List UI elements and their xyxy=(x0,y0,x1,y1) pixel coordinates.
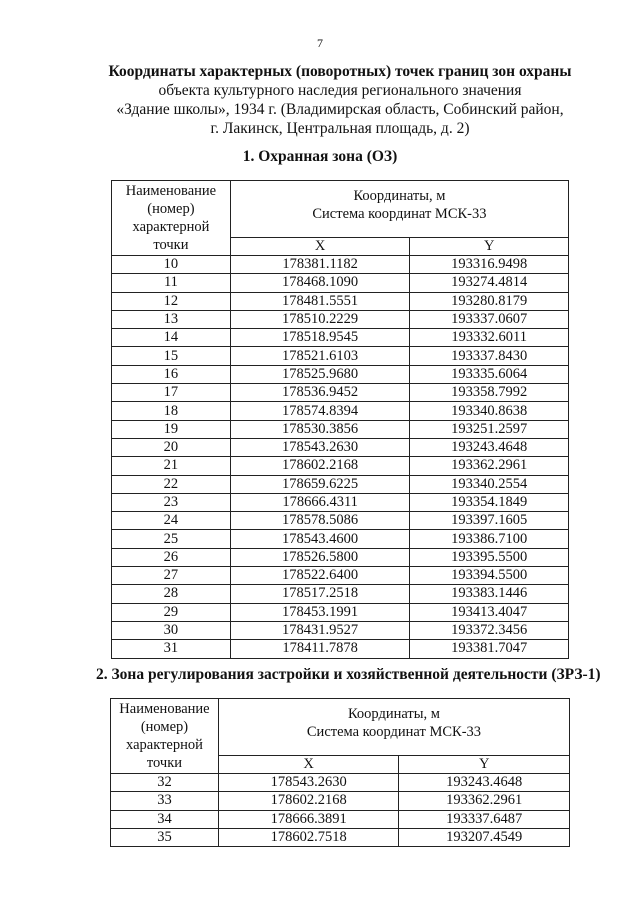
point-number-cell: 20 xyxy=(112,438,231,456)
document-header xyxy=(60,62,620,138)
col-name-line: точки xyxy=(146,755,183,771)
page-number: 7 xyxy=(317,36,323,50)
y-coordinate-cell: 193335.6064 xyxy=(410,365,569,383)
y-coordinate-cell: 193207.4549 xyxy=(399,828,570,846)
header-line-4: г. Лакинск, Центральная площадь, д. 2) xyxy=(210,120,470,137)
point-number-cell: 34 xyxy=(111,810,219,828)
table-row xyxy=(111,810,570,828)
table-row xyxy=(112,347,569,365)
point-number-cell: 10 xyxy=(112,256,231,274)
point-number-cell: 26 xyxy=(112,548,231,566)
x-coordinate-cell: 178518.9545 xyxy=(230,329,410,347)
table-row xyxy=(112,292,569,310)
x-coordinate-cell: 178411.7878 xyxy=(230,640,410,658)
table-row xyxy=(112,640,569,658)
y-coordinate-cell: 193332.6011 xyxy=(410,329,569,347)
table-row xyxy=(112,256,569,274)
point-number-cell: 24 xyxy=(112,512,231,530)
table-row xyxy=(112,512,569,530)
col-coords-line: Координаты, м xyxy=(347,706,440,722)
x-coordinate-cell: 178602.7518 xyxy=(218,828,399,846)
x-coordinate-cell: 178543.4600 xyxy=(230,530,410,548)
document-title: Координаты характерных (поворотных) точек границ зон охраны xyxy=(108,63,572,80)
point-number-cell: 18 xyxy=(112,402,231,420)
table-row xyxy=(112,438,569,456)
y-coordinate-cell: 193372.3456 xyxy=(410,621,569,639)
x-coordinate-cell: 178666.4311 xyxy=(230,493,410,511)
point-number-cell: 33 xyxy=(111,792,219,810)
point-number-cell: 17 xyxy=(112,384,231,402)
y-coordinate-cell: 193362.2961 xyxy=(399,792,570,810)
table-row xyxy=(112,402,569,420)
x-coordinate-cell: 178453.1991 xyxy=(230,603,410,621)
table-row xyxy=(112,567,569,585)
y-coordinate-cell: 193337.8430 xyxy=(410,347,569,365)
y-coordinate-cell: 193251.2597 xyxy=(410,420,569,438)
column-header-point-name xyxy=(111,699,219,774)
x-coordinate-cell: 178543.2630 xyxy=(218,774,399,792)
x-coordinate-cell: 178543.2630 xyxy=(230,438,410,456)
x-coordinate-cell: 178381.1182 xyxy=(230,256,410,274)
section-1-title: 1. Охранная зона (ОЗ) xyxy=(242,148,398,165)
column-header-y: Y xyxy=(399,756,570,774)
col-coords-line: Система координат МСК-33 xyxy=(312,206,487,222)
point-number-cell: 11 xyxy=(112,274,231,292)
y-coordinate-cell: 193337.0607 xyxy=(410,310,569,328)
point-number-cell: 31 xyxy=(112,640,231,658)
table-body xyxy=(112,256,569,659)
table-row xyxy=(112,274,569,292)
x-coordinate-cell: 178468.1090 xyxy=(230,274,410,292)
y-coordinate-cell: 193337.6487 xyxy=(399,810,570,828)
y-coordinate-cell: 193316.9498 xyxy=(410,256,569,274)
table-row xyxy=(111,828,570,846)
col-name-line: (номер) xyxy=(140,719,189,735)
section-2-title: 2. Зона регулирования застройки и хозяйственной деятельности (ЗРЗ-1) xyxy=(96,666,601,683)
y-coordinate-cell: 193358.7992 xyxy=(410,384,569,402)
x-coordinate-cell: 178526.5800 xyxy=(230,548,410,566)
x-coordinate-cell: 178517.2518 xyxy=(230,585,410,603)
x-coordinate-cell: 178522.6400 xyxy=(230,567,410,585)
point-number-cell: 19 xyxy=(112,420,231,438)
y-coordinate-cell: 193340.8638 xyxy=(410,402,569,420)
y-coordinate-cell: 193354.1849 xyxy=(410,493,569,511)
table-row xyxy=(112,530,569,548)
table-row xyxy=(112,365,569,383)
point-number-cell: 14 xyxy=(112,329,231,347)
table-body xyxy=(111,774,570,847)
table-row xyxy=(112,420,569,438)
x-coordinate-cell: 178536.9452 xyxy=(230,384,410,402)
header-line-2: объекта культурного наследия регионального значения xyxy=(158,82,522,99)
point-number-cell: 35 xyxy=(111,828,219,846)
y-coordinate-cell: 193280.8179 xyxy=(410,292,569,310)
y-coordinate-cell: 193381.7047 xyxy=(410,640,569,658)
table-row xyxy=(112,384,569,402)
table-row xyxy=(112,457,569,475)
x-coordinate-cell: 178431.9527 xyxy=(230,621,410,639)
y-coordinate-cell: 193397.1605 xyxy=(410,512,569,530)
x-coordinate-cell: 178602.2168 xyxy=(218,792,399,810)
table-row xyxy=(111,774,570,792)
column-header-x: X xyxy=(230,238,410,256)
y-coordinate-cell: 193340.2554 xyxy=(410,475,569,493)
column-header-coordinates xyxy=(230,181,568,238)
x-coordinate-cell: 178574.8394 xyxy=(230,402,410,420)
x-coordinate-cell: 178602.2168 xyxy=(230,457,410,475)
table-row xyxy=(112,621,569,639)
point-number-cell: 21 xyxy=(112,457,231,475)
point-number-cell: 12 xyxy=(112,292,231,310)
col-name-line: (номер) xyxy=(147,201,195,217)
point-number-cell: 28 xyxy=(112,585,231,603)
point-number-cell: 16 xyxy=(112,365,231,383)
col-name-line: Наименование xyxy=(119,701,210,717)
table-row xyxy=(111,792,570,810)
y-coordinate-cell: 193386.7100 xyxy=(410,530,569,548)
header-line-3: «Здание школы», 1934 г. (Владимирская область, Собинский район, xyxy=(116,101,564,118)
col-coords-line: Система координат МСК-33 xyxy=(306,724,482,740)
y-coordinate-cell: 193362.2961 xyxy=(410,457,569,475)
column-header-point-name xyxy=(112,181,231,256)
table-row xyxy=(112,548,569,566)
x-coordinate-cell: 178578.5086 xyxy=(230,512,410,530)
x-coordinate-cell: 178521.6103 xyxy=(230,347,410,365)
col-coords-line: Координаты, м xyxy=(353,188,446,204)
y-coordinate-cell: 193395.5500 xyxy=(410,548,569,566)
column-header-coordinates xyxy=(218,699,569,756)
col-name-line: характерной xyxy=(132,219,210,235)
column-header-y: Y xyxy=(410,238,569,256)
point-number-cell: 22 xyxy=(112,475,231,493)
y-coordinate-cell: 193274.4814 xyxy=(410,274,569,292)
x-coordinate-cell: 178666.3891 xyxy=(218,810,399,828)
column-header-x: X xyxy=(218,756,399,774)
point-number-cell: 32 xyxy=(111,774,219,792)
point-number-cell: 30 xyxy=(112,621,231,639)
x-coordinate-cell: 178525.9680 xyxy=(230,365,410,383)
table-row xyxy=(112,603,569,621)
y-coordinate-cell: 193413.4047 xyxy=(410,603,569,621)
col-name-line: характерной xyxy=(126,737,203,753)
coordinates-table-oz xyxy=(111,180,569,659)
x-coordinate-cell: 178510.2229 xyxy=(230,310,410,328)
x-coordinate-cell: 178530.3856 xyxy=(230,420,410,438)
point-number-cell: 25 xyxy=(112,530,231,548)
y-coordinate-cell: 193383.1446 xyxy=(410,585,569,603)
point-number-cell: 13 xyxy=(112,310,231,328)
table-row xyxy=(112,310,569,328)
col-name-line: Наименование xyxy=(125,183,217,199)
table-row xyxy=(112,475,569,493)
coordinates-table-zrz xyxy=(110,698,570,847)
x-coordinate-cell: 178481.5551 xyxy=(230,292,410,310)
x-coordinate-cell: 178659.6225 xyxy=(230,475,410,493)
point-number-cell: 15 xyxy=(112,347,231,365)
table-row xyxy=(112,329,569,347)
point-number-cell: 29 xyxy=(112,603,231,621)
point-number-cell: 23 xyxy=(112,493,231,511)
table-row xyxy=(112,493,569,511)
table-row xyxy=(112,585,569,603)
col-name-line: точки xyxy=(153,237,189,253)
y-coordinate-cell: 193394.5500 xyxy=(410,567,569,585)
point-number-cell: 27 xyxy=(112,567,231,585)
y-coordinate-cell: 193243.4648 xyxy=(399,774,570,792)
y-coordinate-cell: 193243.4648 xyxy=(410,438,569,456)
